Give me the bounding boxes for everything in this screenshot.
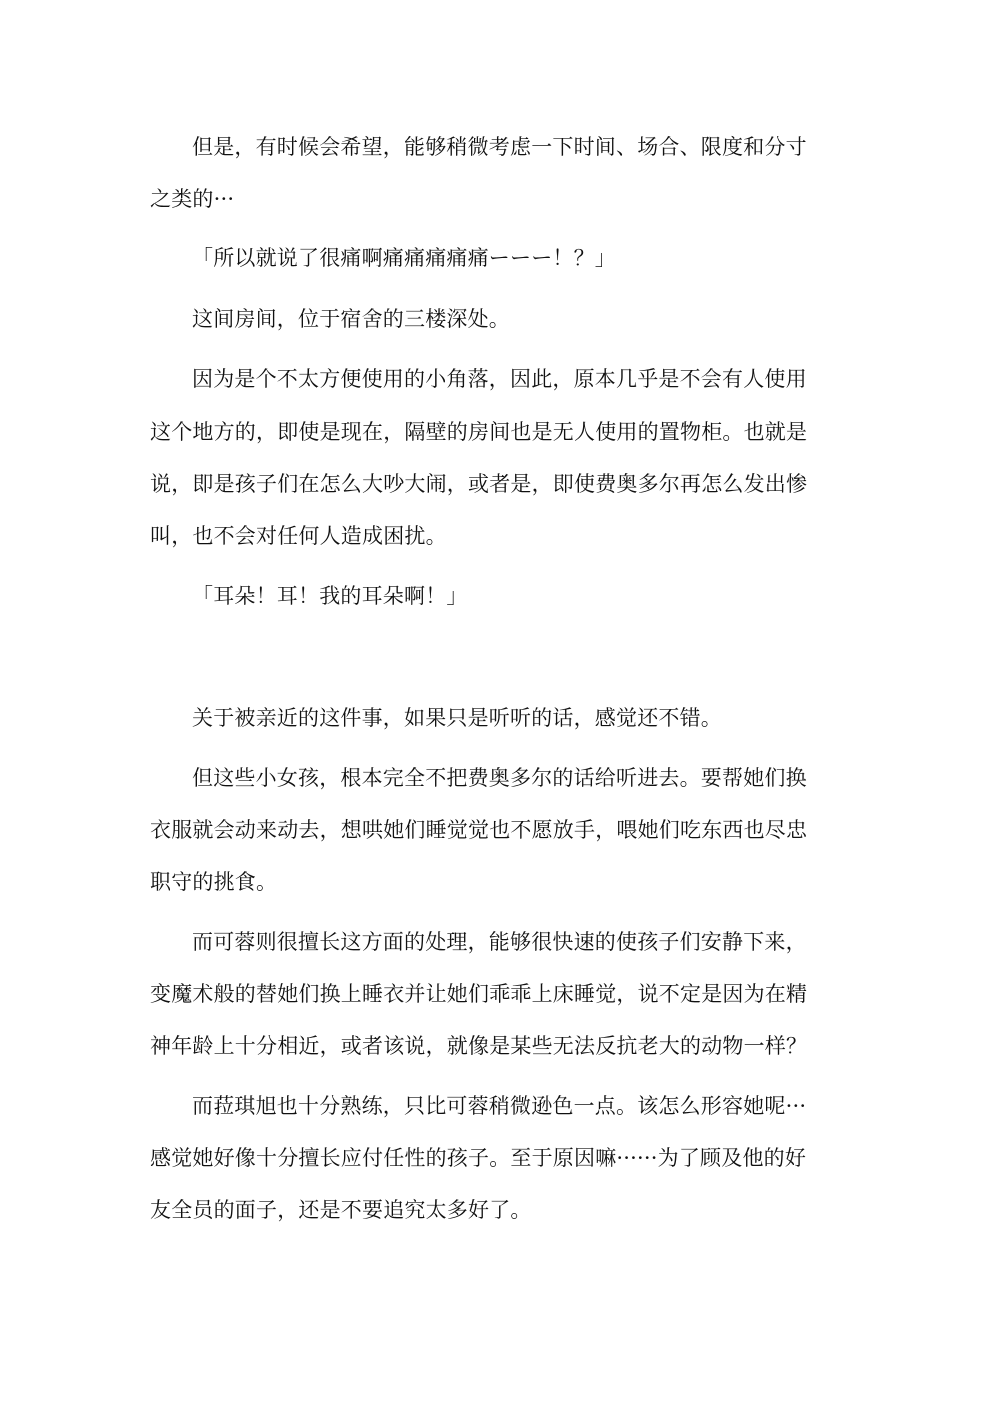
paragraph-4-line-3: 说，即是孩子们在怎么大吵大闹，或者是，即使费奥多尔再怎么发出惨 (150, 472, 808, 496)
paragraph-9-line-3: 友全员的面子，还是不要追究太多好了。 (150, 1198, 532, 1222)
paragraph-7-line-2: 衣服就会动来动去，想哄她们睡觉觉也不愿放手，喂她们吃东西也尽忠 (150, 818, 808, 842)
paragraph-8-line-2: 变魔术般的替她们换上睡衣并让她们乖乖上床睡觉，说不定是因为在精 (150, 982, 808, 1006)
paragraph-3-line-1: 这间房间，位于宿舍的三楼深处。 (192, 307, 510, 331)
paragraph-4-line-2: 这个地方的，即使是现在，隔壁的房间也是无人使用的置物柜。也就是 (150, 420, 808, 444)
paragraph-7-line-1: 但这些小女孩，根本完全不把费奥多尔的话给听进去。要帮她们换 (192, 766, 807, 790)
paragraph-2-line-1: 「所以就说了很痛啊痛痛痛痛痛ーーー！？」 (192, 246, 616, 270)
paragraph-7-line-3: 职守的挑食。 (150, 870, 278, 894)
paragraph-4-line-4: 叫，也不会对任何人造成困扰。 (150, 524, 447, 548)
paragraph-8-line-1: 而可蓉则很擅长这方面的处理，能够很快速的使孩子们安静下来， (192, 930, 807, 954)
paragraph-4-line-1: 因为是个不太方便使用的小角落，因此，原本几乎是不会有人使用 (192, 367, 807, 391)
paragraph-9-line-2: 感觉她好像十分擅长应付任性的孩子。至于原因嘛······为了顾及他的好 (150, 1146, 807, 1170)
document-page (150, 0, 844, 1403)
paragraph-5-line-1: 「耳朵！耳！我的耳朵啊！」 (192, 584, 468, 608)
paragraph-6-line-1: 关于被亲近的这件事，如果只是听听的话，感觉还不错。 (192, 706, 722, 730)
paragraph-1-line-2: 之类的··· (150, 187, 235, 211)
paragraph-9-line-1: 而菈琪旭也十分熟练，只比可蓉稍微逊色一点。该怎么形容她呢··· (192, 1094, 807, 1118)
paragraph-8-line-3: 神年龄上十分相近，或者该说，就像是某些无法反抗老大的动物一样？ (150, 1034, 808, 1058)
paragraph-1-line-1: 但是，有时候会希望，能够稍微考虑一下时间、场合、限度和分寸 (192, 135, 807, 159)
